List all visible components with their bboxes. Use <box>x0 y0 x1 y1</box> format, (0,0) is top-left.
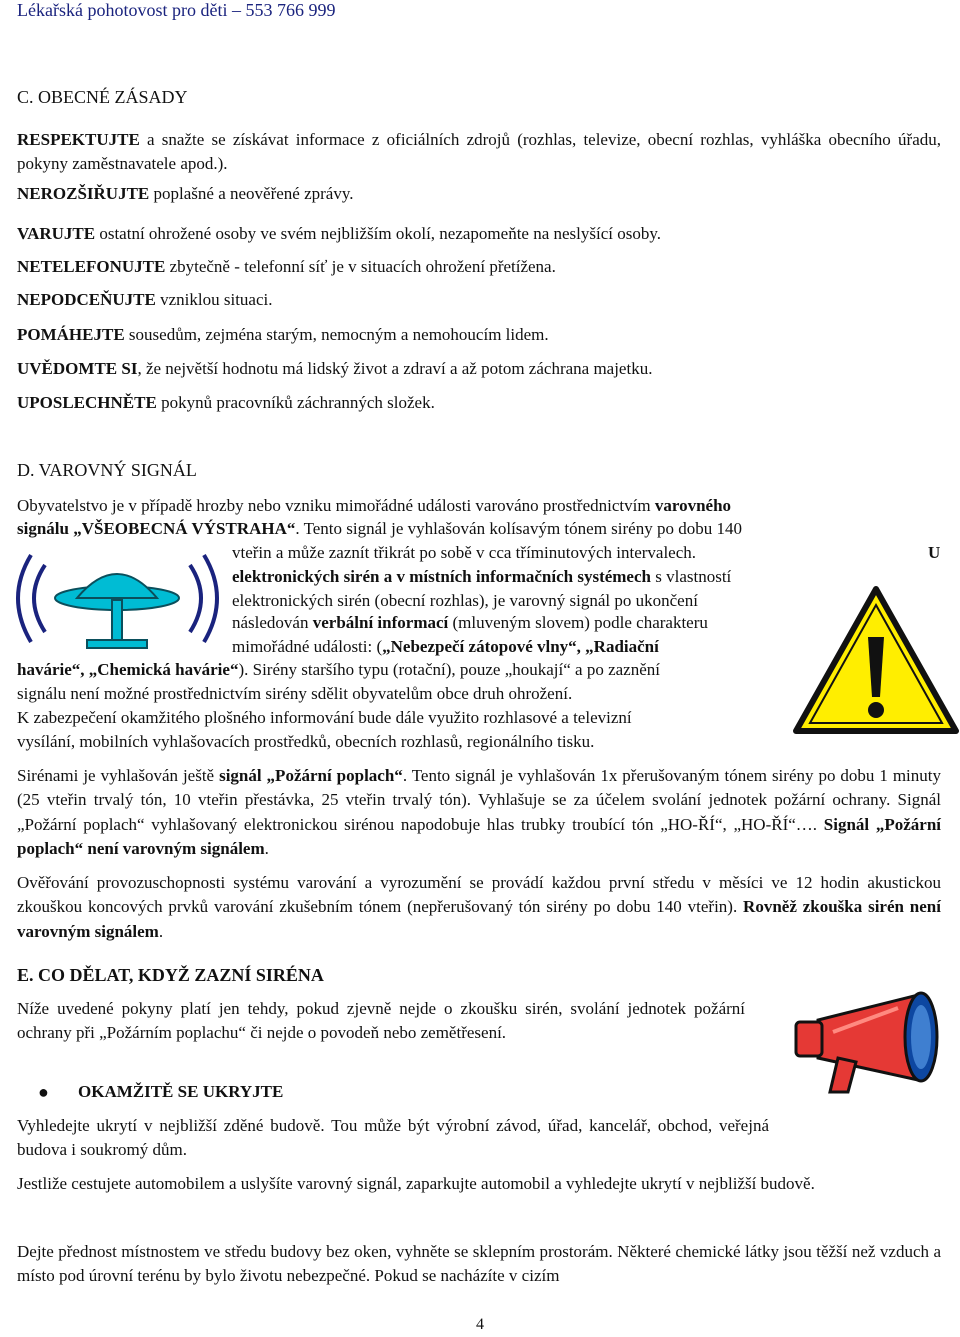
bullet-icon: ● <box>38 1082 49 1102</box>
d-line-9: signálu není možné prostřednictvím sirény sdělit obyvatelům obce druh ohrožení. <box>17 684 573 703</box>
megaphone-icon <box>778 980 960 1100</box>
e-paragraph-3: Dejte přednost místnostem ve středu budovy bez oken, vyhněte se sklepním prostorám. Některé chemické látky jsou těžší než vzduch a místo pod úrovní terénu by bylo životu nebezpečné. Pokud se nacházíte v cizím <box>17 1242 941 1286</box>
page-number: 4 <box>476 1316 484 1333</box>
d-line-8: havárie“, „Chemická havárie“). Sirény staršího typu (rotační), pouze „houkají“ a po zaznění <box>17 660 660 679</box>
d-line-7: mimořádné události: („Nebezpečí zátopové vlny“, „Radiační <box>232 637 659 656</box>
sectionC-item-1: NEROZŠIŘUJTE poplašné a neověřené zprávy. <box>17 184 354 203</box>
e-paragraph-2: Jestliže cestujete automobilem a uslyšíte varovný signál, zaparkujte automobil a vyhledejte ukrytí v nejbližší budově. <box>17 1174 815 1193</box>
sectionC-item-7: UPOSLECHNĚTE pokynů pracovníků záchranných složek. <box>17 393 435 412</box>
d-line-6: následován verbální informací (mluveným slovem) podle charakteru <box>232 613 708 632</box>
e-bullet-text: OKAMŽITĚ SE UKRYJTE <box>78 1082 284 1101</box>
section-e-title: E. CO DĚLAT, KDYŽ ZAZNÍ SIRÉNA <box>17 965 324 985</box>
sectionC-item-2: VARUJTE ostatní ohrožené osoby ve svém nejbližším okolí, nezapomeňte na neslyšící osoby. <box>17 224 662 243</box>
d-line-5: elektronických sirén (obecní rozhlas), je varovný signál po ukončení <box>232 591 698 610</box>
d-paragraph-3: Ověřování provozuschopnosti systému varování a vyrozumění se provádí každou první středu v měsíci ve 12 hodin akustickou zkouškou koncových prvků varování zkušebním tónem (nepřerušovaný tón sirény po dobu 140 vteřin). Rovněž zkouška sirén není varovným signálem. <box>17 873 941 941</box>
sectionC-item-6: UVĚDOMTE SI, že největší hodnotu má lidský život a zdraví a až potom záchrana majetku. <box>17 359 653 378</box>
section-c-title: C. OBECNÉ ZÁSADY <box>17 87 188 107</box>
e-intro: Níže uvedené pokyny platí jen tehdy, pokud zjevně nejde o zkoušku sirén, svolání jednotek požární ochrany při „Požárním poplachu“ či nejde o povodeň nebo zemětřesení. <box>17 999 745 1043</box>
page-header: Lékařská pohotovost pro děti – 553 766 999 <box>17 0 336 20</box>
warning-triangle-icon <box>792 585 960 735</box>
e-bullet-point <box>38 1080 49 1104</box>
d-line-1: Obyvatelstvo je v případě hrozby nebo vzniku mimořádné události varováno prostřednictvím varovného <box>17 496 732 515</box>
d-line-11: vysílání, mobilních vyhlašovacích prostředků, obecních rozhlasů, regionálního tisku. <box>17 732 595 751</box>
d-line-3: vteřin a může zaznít třikrát po sobě v cca tříminutových intervalech. <box>232 543 697 562</box>
d-line-4: elektronických sirén a v místních informačních systémech s vlastností <box>232 567 732 586</box>
e-paragraph-1: Vyhledejte ukrytí v nejbližší zděné budově. Tou může být výrobní závod, úřad, kancelář, obchod, veřejná budova i soukromý dům. <box>17 1116 769 1160</box>
d-paragraph-2: Sirénami je vyhlašován ještě signál „Požární poplach“. Tento signál je vyhlašován 1x přerušovaným tónem sirény po dobu 1 minuty (25 vteřin trvalý tón, 10 vteřin přestávka, 25 vteřin trvalý tón). Vyhlašuje se za účelem svolání jednotek požární ochrany. Signál „Požární poplach“ vyhlašovaný elektronickou sirénou napodobuje hlas trubky troubící tón „HO-ŘÍ“, „HO-ŘÍ“…. Signál „Požární poplach“ není varovným signálem. <box>17 766 941 859</box>
d-line-3b: U <box>928 543 941 562</box>
sectionC-item-3: NETELEFONUJTE zbytečně - telefonní síť je v situacích ohrožení přetížena. <box>17 257 556 276</box>
siren-icon <box>5 540 230 665</box>
sectionC-item-5: POMÁHEJTE sousedům, zejména starým, nemocným a nemohoucím lidem. <box>17 325 549 344</box>
d-line-2: signálu „VŠEOBECNÁ VÝSTRAHA“. Tento signál je vyhlašován kolísavým tónem sirény po dobu 140 <box>17 519 742 538</box>
d-line-10: K zabezpečení okamžitého plošného informování bude dále využito rozhlasové a televizní <box>17 708 632 727</box>
section-d-title: D. VAROVNÝ SIGNÁL <box>17 460 197 480</box>
sectionC-item-4: NEPODCEŇUJTE vzniklou situaci. <box>17 290 273 309</box>
sectionC-item-0: RESPEKTUJTE a snažte se získávat informace z oficiálních zdrojů (rozhlas, televize, obecní rozhlas, vyhláška obecního úřadu, pokyny zaměstnavatele apod.). <box>17 130 941 174</box>
